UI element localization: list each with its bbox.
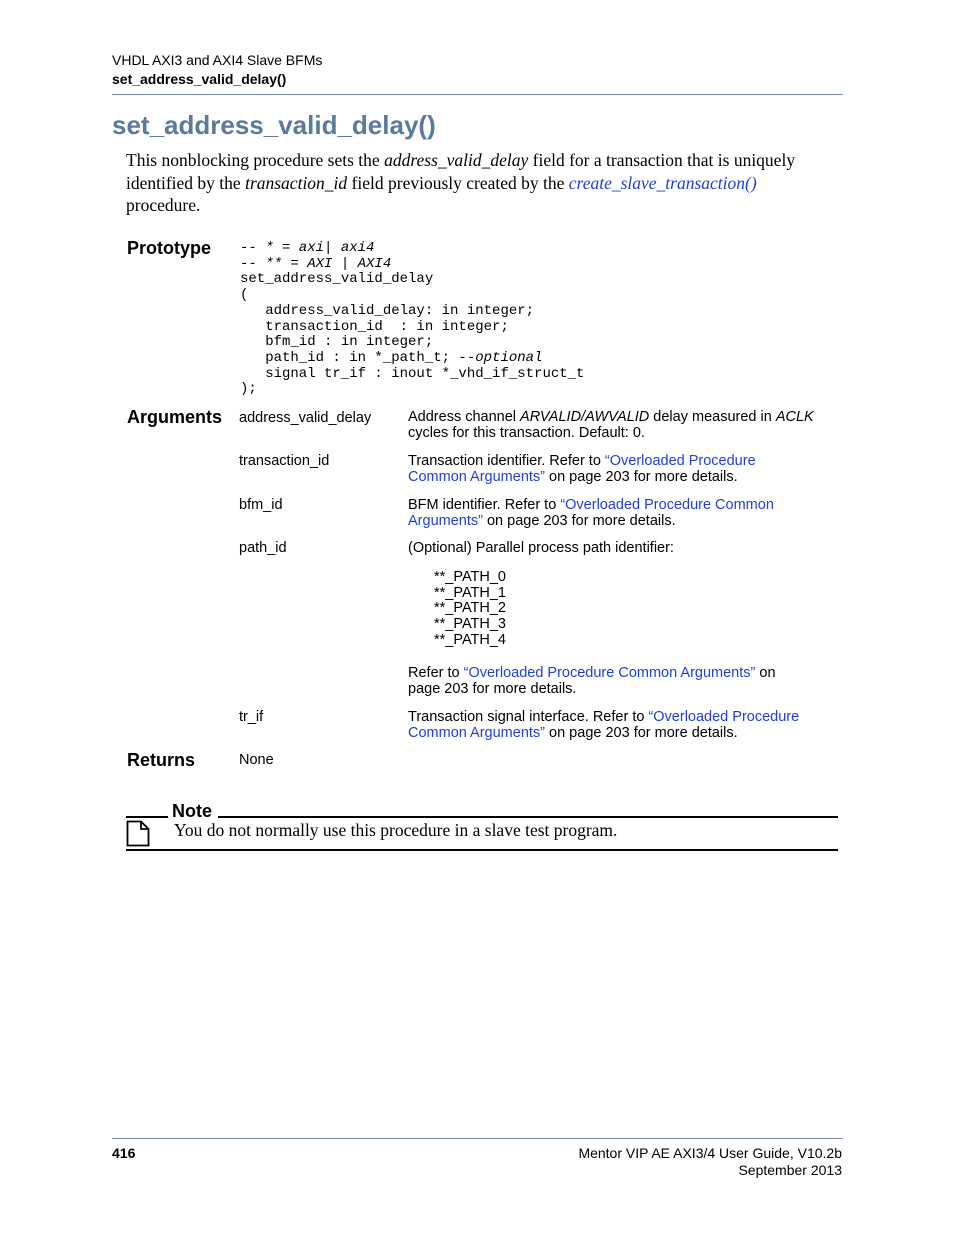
- path-item: **_PATH_1: [434, 584, 506, 601]
- code-arg-3: bfm_id : in integer;: [240, 334, 434, 351]
- intro-text-2: field for a transaction that is uniquely identified by the: [126, 150, 796, 193]
- page-number: 416: [112, 1145, 136, 1161]
- header-rule: [112, 94, 843, 95]
- arg-name-path-id: path_id: [239, 540, 287, 556]
- desc-text: BFM identifier. Refer to: [408, 497, 561, 513]
- code-arg-2: transaction_id : in integer;: [240, 318, 509, 335]
- create-slave-transaction-link[interactable]: create_slave_transaction(): [568, 172, 757, 193]
- arg-name-bfm-id: bfm_id: [239, 497, 283, 513]
- intro-field: address_valid_delay: [384, 150, 529, 170]
- desc-text: Transaction identifier. Refer to: [408, 453, 605, 469]
- arg-name-address-valid-delay: address_valid_delay: [239, 410, 372, 426]
- desc-clock: ACLK: [775, 409, 814, 425]
- desc-text: Transaction signal interface. Refer to: [408, 709, 649, 725]
- desc-text: on page 203 for more details.: [545, 725, 738, 741]
- code-comment-2: -- ** = AXI | AXI4: [240, 255, 392, 272]
- document-icon: [126, 820, 150, 852]
- returns-value: None: [239, 752, 274, 768]
- note-label: Note: [172, 801, 212, 821]
- overloaded-args-link[interactable]: Arguments”: [408, 513, 483, 529]
- arg-desc-bfm-id: [408, 497, 848, 529]
- code-close-paren: );: [240, 381, 257, 398]
- desc-text: on: [755, 665, 776, 681]
- desc-text: cycles for this transaction. Default: 0.: [408, 425, 645, 441]
- arguments-heading: Arguments: [127, 407, 223, 427]
- path-item: **_PATH_0: [434, 569, 506, 585]
- arg-desc-path-id-refer: [408, 665, 848, 697]
- note-rule-left: [126, 816, 168, 818]
- footer-guide-title: Mentor VIP AE AXI3/4 User Guide, V10.2b: [578, 1145, 842, 1161]
- note-rule-top: [218, 816, 838, 818]
- code-arg-1: address_valid_delay: in integer;: [240, 302, 535, 319]
- running-header-topic: set_address_valid_delay(): [112, 71, 287, 87]
- footer-rule: [112, 1138, 843, 1139]
- arg-desc-transaction-id: [408, 453, 848, 485]
- intro-text-1: This nonblocking procedure sets the: [126, 150, 385, 170]
- page-title: set_address_valid_delay(): [112, 110, 436, 140]
- arg-desc-path-id: (Optional) Parallel process path identifier:: [408, 540, 674, 556]
- arg-desc-address-valid-delay: [408, 409, 848, 441]
- overloaded-args-link[interactable]: “Overloaded Procedure Common: [560, 497, 774, 513]
- code-arg-5: signal tr_if : inout *_vhd_if_struct_t: [240, 365, 585, 382]
- code-open-paren: (: [240, 287, 249, 304]
- code-proc-name: set_address_valid_delay: [240, 271, 434, 288]
- desc-text: Refer to: [408, 665, 464, 681]
- prototype-heading: Prototype: [127, 238, 212, 258]
- path-item: **_PATH_2: [434, 600, 506, 617]
- note-text: You do not normally use this procedure in a slave test program.: [174, 820, 618, 840]
- overloaded-args-link[interactable]: Common Arguments”: [408, 725, 545, 741]
- running-header-section: VHDL AXI3 and AXI4 Slave BFMs: [112, 52, 323, 68]
- code-arg-4: path_id : in *_path_t; --: [240, 349, 476, 366]
- intro-paragraph: [126, 149, 846, 217]
- path-list: [434, 570, 506, 649]
- code-optional: optional: [475, 349, 543, 366]
- intro-text-3: field previously created by the: [347, 172, 569, 193]
- arg-name-transaction-id: transaction_id: [239, 453, 330, 469]
- footer-date: September 2013: [738, 1162, 842, 1178]
- path-item: **_PATH_4: [434, 631, 506, 648]
- arg-desc-tr-if: [408, 709, 848, 741]
- returns-heading: Returns: [127, 750, 196, 770]
- overloaded-args-link[interactable]: “Overloaded Procedure: [604, 453, 756, 469]
- path-item: **_PATH_3: [434, 616, 506, 633]
- desc-text: Address channel: [408, 409, 521, 425]
- code-comment-1: -- * = axi| axi4: [240, 240, 375, 256]
- overloaded-args-link[interactable]: “Overloaded Procedure: [648, 709, 800, 725]
- overloaded-args-link[interactable]: Common Arguments”: [408, 469, 545, 485]
- overloaded-args-link[interactable]: “Overloaded Procedure Common Arguments”: [463, 665, 756, 681]
- desc-text: on page 203 for more details.: [482, 513, 676, 529]
- desc-text: on page 203 for more details.: [545, 469, 738, 485]
- desc-text: page 203 for more details.: [408, 681, 577, 697]
- intro-field-2: transaction_id: [245, 172, 348, 193]
- arg-name-tr-if: tr_if: [239, 709, 264, 725]
- note-rule-bottom: [126, 849, 838, 851]
- desc-signal: ARVALID/AWVALID: [520, 409, 650, 425]
- desc-text: delay measured in: [649, 409, 776, 425]
- intro-text-4: procedure.: [126, 195, 201, 215]
- prototype-code: [240, 241, 584, 398]
